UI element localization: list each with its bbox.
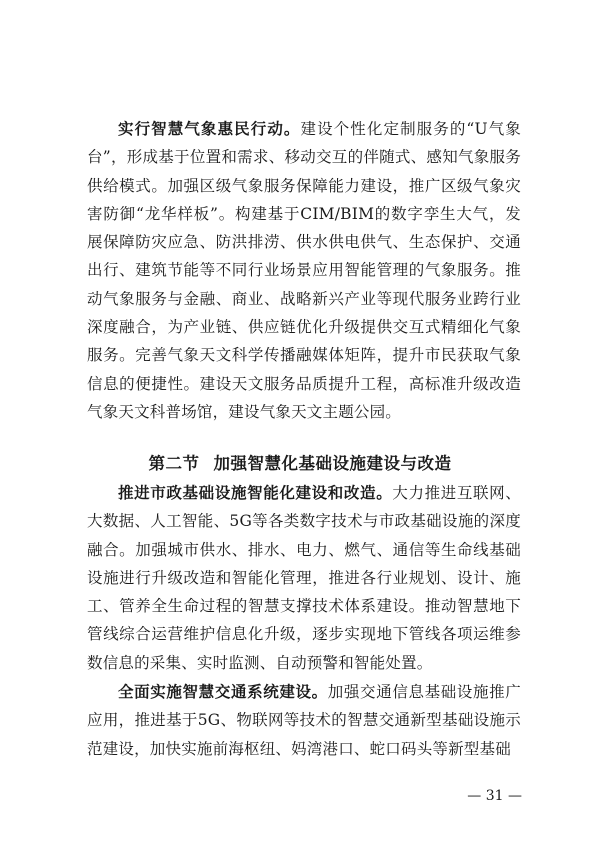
paragraph-smart-transport [87, 678, 521, 763]
paragraph-weather-service [87, 115, 521, 426]
section-title: 加强智慧化基础设施建设与改造 [213, 454, 452, 473]
paragraph-body: 加强交通信息基础设施推广应用，推进基于5G、物联网等技术的智慧交通新型基础设施示范建设，加快实施前海枢纽、妈湾港口、蛇口码头等新型基础 [87, 683, 521, 758]
paragraph-lead-title: 全面实施智慧交通系统建设。 [118, 683, 328, 701]
page-number: — 31 — [467, 788, 522, 804]
paragraph-municipal-infrastructure [87, 479, 521, 677]
paragraph-body: 大力推进互联网、大数据、人工智能、5G等各类数字技术与市政基础设施的深度融合。加强城市供水、排水、电力、燃气、通信等生命线基础设施进行升级改造和智能化管理，推进各行业规划、设计、施工、管养全生命过程的智慧支撑技术体系建设。推动智慧地下管线综合运营维护信息化升级，逐步实现地下管线各项运维参数信息的采集、实时监测、自动预警和智能处置。 [87, 484, 521, 672]
section-number: 第二节 [148, 454, 200, 473]
paragraph-lead-title: 推进市政基础设施智能化建设和改造。 [118, 484, 393, 502]
paragraph-lead-title: 实行智慧气象惠民行动。 [118, 120, 301, 138]
paragraph-body: 建设个性化定制服务的“U气象台”，形成基于位置和需求、移动交互的伴随式、感知气象服务供给模式。加强区级气象服务保障能力建设，推广区级气象灾害防御“龙华样板”。构建基于CIM/BIM的数字孪生大气，发展保障防灾应急、防洪排涝、供水供电供气、生态保护、交通出行、建筑节能等不同行业场景应用智能管理的气象服务。推动气象服务与金融、商业、战略新兴产业等现代服务业跨行业深度融合，为产业链、供应链优化升级提供交互式精细化气象服务。完善气象天文科学传播融媒体矩阵，提升市民获取气象信息的便捷性。建设天文服务品质提升工程，高标准升级改造气象天文科普场馆，建设气象天文主题公园。 [87, 120, 521, 421]
section-heading [0, 452, 600, 476]
